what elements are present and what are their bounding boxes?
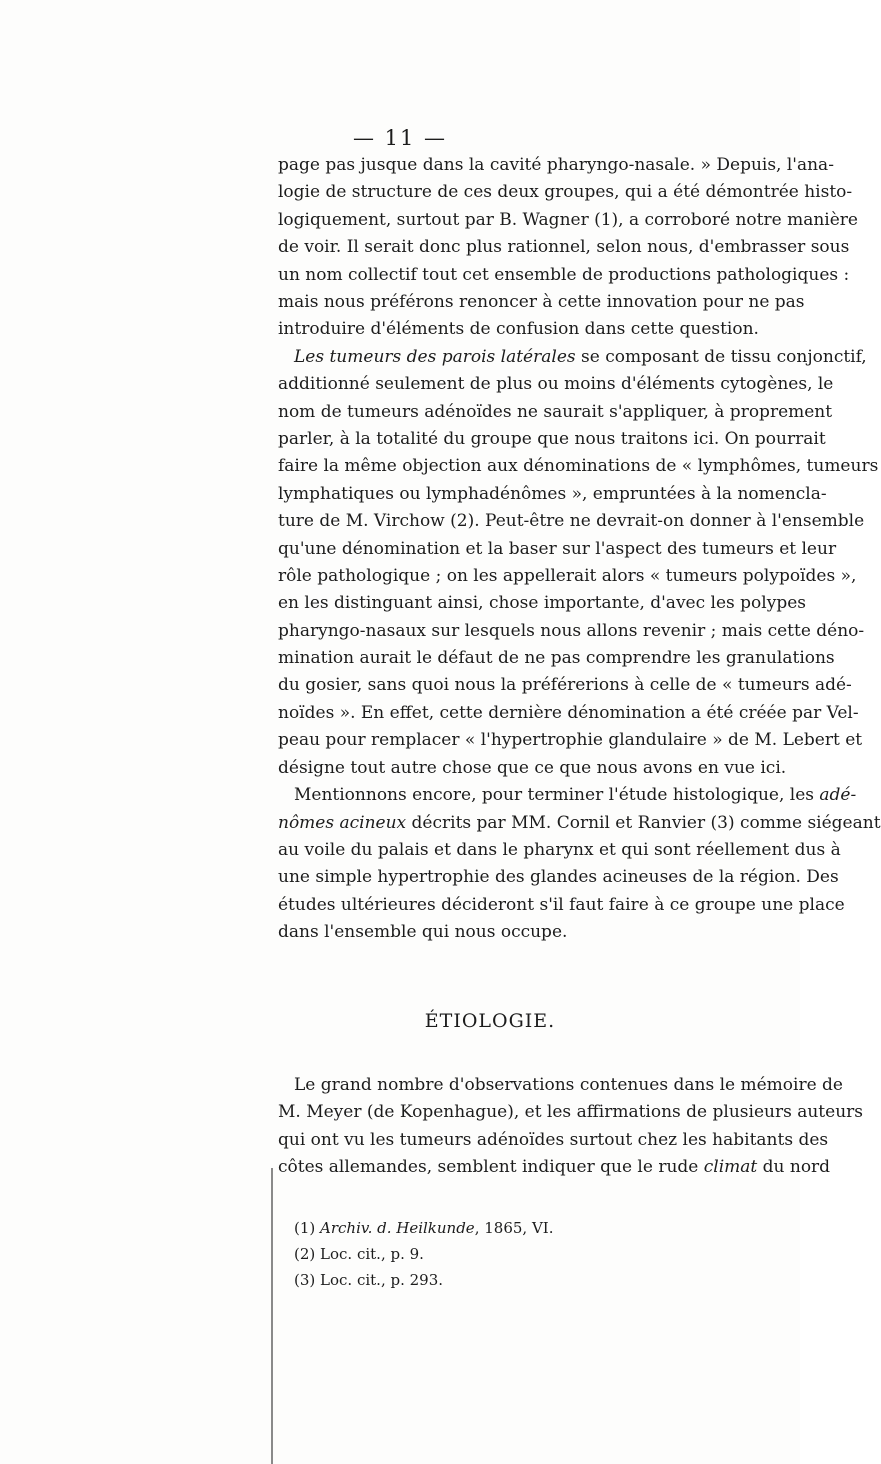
text-line: peau pour remplacer « l'hypertrophie glandulaire » de M. Lebert et <box>278 730 863 751</box>
text-line: nom de tumeurs adénoïdes ne saurait s'appliquer, à proprement <box>278 401 833 422</box>
text-line: études ultérieures décideront s'il faut faire à ce groupe une place <box>278 894 845 915</box>
text-line: lymphatiques ou lymphadénômes », empruntées à la nomencla- <box>278 483 827 504</box>
section-heading: ÉTIOLOGIE. <box>424 1010 556 1032</box>
text-run: côtes allemandes, semblent indiquer que le rude <box>278 1157 704 1178</box>
text-line: logiquement, surtout par B. Wagner (1), a corroboré notre manière <box>278 209 858 230</box>
footnote-text: Loc. cit., p. 293. <box>320 1271 444 1289</box>
text-line: de voir. Il serait donc plus rationnel, selon nous, d'embrasser sous <box>278 237 850 258</box>
text-line: pharyngo-nasaux sur lesquels nous allons revenir ; mais cette déno- <box>278 620 865 641</box>
text-line: du gosier, sans quoi nous la préférerions à celle de « tumeurs adé- <box>278 675 852 696</box>
text-line: Le grand nombre d'observations contenues dans le mémoire de <box>294 1075 843 1095</box>
text-line: désigne tout autre chose que ce que nous avons en vue ici. <box>278 757 787 778</box>
footnotes <box>294 1215 553 1293</box>
binding-edge-shadow <box>271 1168 273 1464</box>
text-line <box>278 810 881 837</box>
page-number: — 11 — <box>352 126 448 150</box>
text-line: qui ont vu les tumeurs adénoïdes surtout chez les habitants des <box>278 1129 829 1150</box>
footnote-marker: (3) <box>294 1271 321 1289</box>
text-line: ture de M. Virchow (2). Peut-être ne devrait-on donner à l'ensemble <box>278 511 865 532</box>
footnote-title: Archiv. d. Heilkunde <box>320 1219 475 1237</box>
footnote-text: , 1865, VI. <box>474 1219 554 1237</box>
paragraph-2 <box>278 344 879 782</box>
etiology-paragraph <box>278 1072 863 1182</box>
text-line: parler, à la totalité du groupe que nous traitons ici. On pourrait <box>278 428 826 449</box>
text-line: au voile du palais et dans le pharynx et qui sont réellement dus à <box>278 839 841 860</box>
text-run: se composant de tissu conjonctif, <box>575 346 867 367</box>
text-line: introduire d'éléments de confusion dans cette question. <box>278 319 759 340</box>
text-line: mination aurait le défaut de ne pas comprendre les granulations <box>278 648 835 669</box>
text-line: une simple hypertrophie des glandes acineuses de la région. Des <box>278 867 839 888</box>
text-line: qu'une dénomination et la baser sur l'aspect des tumeurs et leur <box>278 538 837 559</box>
text-line <box>278 1154 831 1181</box>
text-line: dans l'ensemble qui nous occupe. <box>278 922 568 943</box>
footnote <box>294 1241 553 1267</box>
text-line: faire la même objection aux dénominations de « lymphômes, tumeurs <box>278 456 879 477</box>
text-run: décrits par MM. Cornil et Ranvier (3) comme siégeant <box>406 812 881 833</box>
text-line: un nom collectif tout cet ensemble de productions pathologiques : <box>278 264 850 285</box>
text-line: en les distinguant ainsi, chose importante, d'avec les polypes <box>278 593 806 614</box>
footnote-marker: (2) <box>294 1245 321 1263</box>
italic-phrase: climat <box>703 1157 758 1178</box>
text-line: additionné seulement de plus ou moins d'éléments cytogènes, le <box>278 374 834 395</box>
italic-phrase: nômes acineux <box>278 812 407 833</box>
italic-phrase: adé- <box>819 785 857 806</box>
italic-phrase: Les tumeurs des parois latérales <box>294 346 576 367</box>
text-run: Mentionnons encore, pour terminer l'étude histologique, les <box>294 785 820 806</box>
footnote <box>294 1215 553 1241</box>
text-line: mais nous préférons renoncer à cette innovation pour ne pas <box>278 291 805 312</box>
footnote <box>294 1267 553 1293</box>
paragraph-1 <box>278 152 858 344</box>
text-line <box>278 782 857 809</box>
text-line: rôle pathologique ; on les appellerait alors « tumeurs polypoïdes », <box>278 565 857 586</box>
text-line <box>278 344 867 371</box>
text-line: M. Meyer (de Kopenhague), et les affirmations de plusieurs auteurs <box>278 1102 863 1123</box>
footnote-text: Loc. cit., p. 9. <box>320 1245 424 1263</box>
text-line: page pas jusque dans la cavité pharyngo-nasale. » Depuis, l'ana- <box>278 155 834 175</box>
paragraph-3 <box>278 782 881 946</box>
text-line: noïdes ». En effet, cette dernière dénomination a été créée par Vel- <box>278 702 859 723</box>
text-run: du nord <box>757 1157 831 1178</box>
text-line: logie de structure de ces deux groupes, qui a été démontrée histo- <box>278 182 853 203</box>
footnote-marker: (1) <box>294 1219 321 1237</box>
